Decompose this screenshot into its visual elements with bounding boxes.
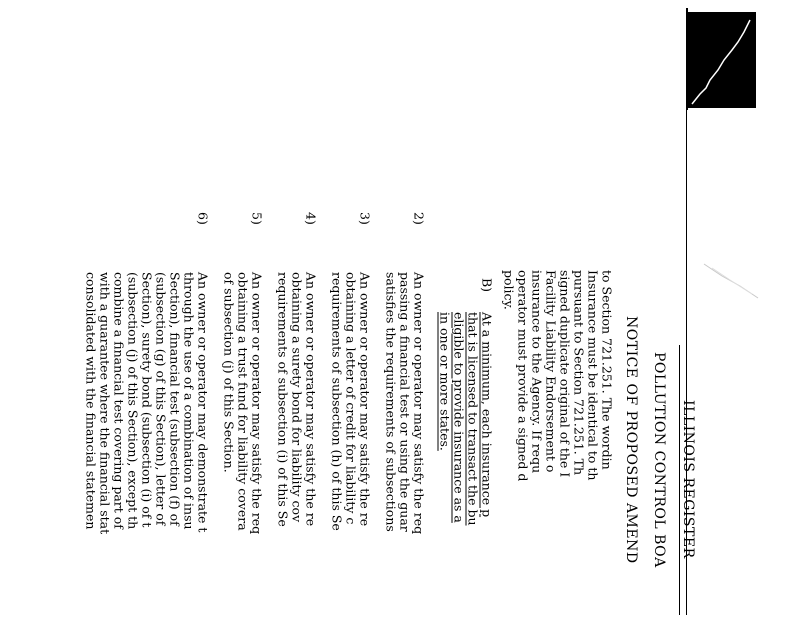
text-line: pursuant to Section 721.251. Th — [571, 270, 587, 476]
list-marker: 5) — [249, 212, 265, 225]
text-line: requirements of subsection (h) of this Se — [329, 272, 345, 531]
text-line: policy. — [501, 270, 517, 310]
text-line: obtaining a letter of credit for liability c — [343, 272, 359, 525]
text-line: eligible to provide insurance as a — [451, 312, 467, 523]
text-line: in one or more states. — [437, 312, 453, 451]
text-line: (subsection (j) of this Section), except th — [125, 272, 141, 530]
text-line: signed duplicate original of the I — [557, 270, 573, 478]
diagonal-scan-mark-icon — [688, 12, 756, 108]
text-line: that is licensed to transact the bu — [465, 312, 481, 526]
board-title: POLLUTION CONTROL BOA — [651, 352, 667, 568]
text-line: An owner or operator may satisfy the req — [249, 272, 265, 535]
list-marker: 3) — [357, 212, 373, 225]
text-line: At a minimum, each insurance p — [479, 312, 495, 518]
text-line: An owner or operator may demonstrate t — [195, 272, 211, 533]
text-line: of subsection (j) of this Section. — [221, 272, 237, 473]
text-line: Facility Liability Endorsement o — [543, 270, 559, 473]
list-marker: 4) — [303, 212, 319, 225]
text-line: with a guarantee where the financial stat — [97, 272, 113, 535]
notice-title: NOTICE OF PROPOSED AMEND — [623, 316, 639, 564]
text-line: (subsection (g) of this Section), letter of — [153, 272, 169, 526]
text-line: An owner or operator may satisfy the re — [303, 272, 319, 527]
text-line: insurance to the Agency. If requ — [529, 270, 545, 474]
text-line: satisfies the requirements of subsections — [383, 272, 399, 532]
text-line: consolidated with the financial statemen — [83, 272, 99, 530]
corner-stamp-image — [688, 12, 756, 108]
text-line: obtaining a trust fund for liability covera — [235, 272, 251, 531]
text-line: obtaining a surety bond for liability cov — [289, 272, 305, 523]
text-line: operator must provide a signed d — [515, 270, 531, 482]
list-marker: 6) — [195, 212, 211, 225]
list-marker: B) — [479, 278, 495, 293]
stamp-border-line — [686, 8, 688, 110]
list-marker: 2) — [411, 212, 427, 225]
text-line: An owner or operator may satisfy the req — [411, 272, 427, 535]
text-line: to Section 721.251. The wordin — [599, 270, 615, 470]
text-line: Section), financial test (subsection (f) of — [167, 272, 183, 526]
text-line: An owner or operator may satisfy the re — [357, 272, 373, 527]
scan-smudge — [700, 258, 770, 318]
journal-title: ILLINOIS REGISTER — [680, 400, 696, 559]
text-line: Insurance must be identical to th — [585, 270, 601, 481]
text-line: Section), surety bond (subsection (i) of t — [139, 272, 155, 528]
text-line: requirements of subsection (i) of this Se — [275, 272, 291, 527]
text-line: combine a financial test covering part of — [111, 272, 127, 529]
text-line: passing a financial test or using the guar — [397, 272, 413, 532]
text-line: through the use of a combination of insu — [181, 272, 197, 530]
